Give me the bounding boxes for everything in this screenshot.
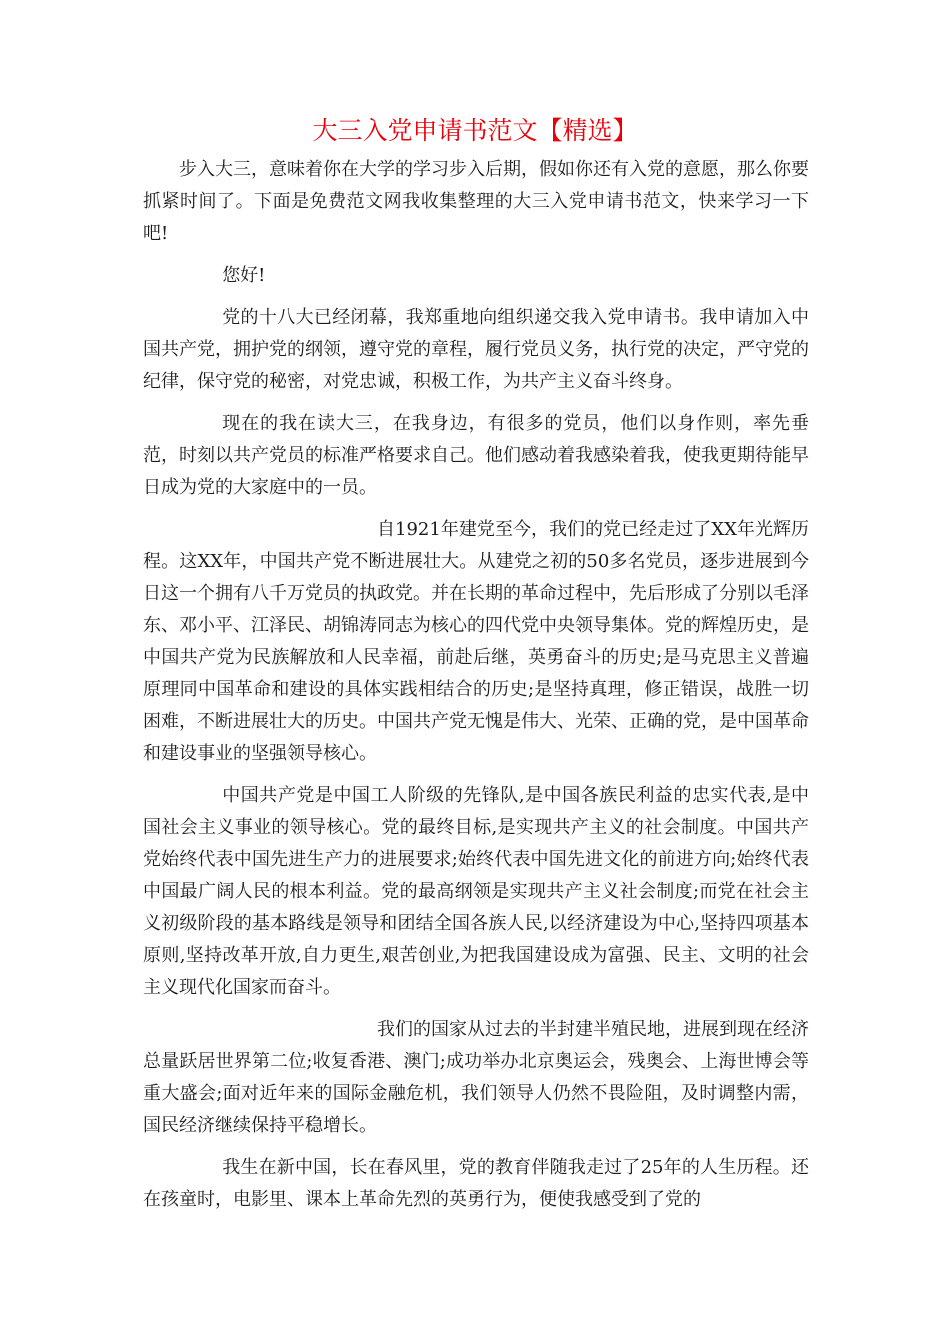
document-body <box>143 154 809 1226</box>
body-paragraph-1: 党的十八大已经闭幕，我郑重地向组织递交我入党申请书。我申请加入中国共产党，拥护党的纲领，遵守党的章程，履行党员义务，执行党的决定，严守党的纪律，保守党的秘密，对党忠诚，积极工作，为共产主义奋斗终身。 <box>143 307 809 392</box>
body-paragraph-3: 自1921年建党至今，我们的党已经走过了XX年光辉历程。这XX年，中国共产党不断进展壮大。从建党之初的50多名党员，逐步进展到今日这一个拥有八千万党员的执政党。并在长期的革命过程中，先后形成了分别以毛泽东、邓小平、江泽民、胡锦涛同志为核心的四代党中央领导集体。党的辉煌历史，是中国共产党为民族解放和人民幸福，前赴后继，英勇奋斗的历史;是马克思主义普遍原理同中国革命和建设的具体实践相结合的历史;是坚持真理，修正错误，战胜一切困难，不断进展壮大的历史。中国共产党无愧是伟大、光荣、正确的党，是中国革命和建设事业的坚强领导核心。 <box>143 519 809 764</box>
body-paragraph-4: 中国共产党是中国工人阶级的先锋队,是中国各族民利益的忠实代表,是中国社会主义事业的领导核心。党的最终目标,是实现共产主义的社会制度。中国共产党始终代表中国先进生产力的进展要求;始终代表中国先进文化的前进方向;始终代表中国最广阔人民的根本利益。党的最高纲领是实现共产主义社会制度;而党在社会主义初级阶段的基本路线是领导和团结全国各族人民,以经济建设为中心,坚持四项基本原则,坚持改革开放,自力更生,艰苦创业,为把我国建设成为富强、民主、文明的社会主义现代化国家而奋斗。 <box>143 785 809 998</box>
greeting-paragraph: 您好! <box>222 265 266 286</box>
intro-paragraph: 步入大三，意味着你在大学的学习步入后期，假如你还有入党的意愿，那么你要抓紧时间了。下面是免费范文网我收集整理的大三入党申请书范文，快来学习一下吧! <box>143 159 809 244</box>
body-paragraph-6: 我生在新中国，长在春风里，党的教育伴随我走过了25年的人生历程。还在孩童时，电影里、课本上革命先烈的英勇行为，便使我感受到了党的 <box>143 1157 809 1210</box>
body-paragraph-5: 我们的国家从过去的半封建半殖民地，进展到现在经济总量跃居世界第二位;收复香港、澳门;成功举办北京奥运会，残奥会、上海世博会等重大盛会;面对近年来的国际金融危机，我们领导人仍然不畏险阻，及时调整内需，国民经济继续保持平稳增长。 <box>143 1019 809 1136</box>
document-title: 大三入党申请书范文【精选】 <box>312 116 638 145</box>
body-paragraph-2: 现在的我在读大三，在我身边，有很多的党员，他们以身作则，率先垂范，时刻以共产党员的标准严格要求自己。他们感动着我感染着我，使我更期待能早日成为党的大家庭中的一员。 <box>143 413 809 498</box>
